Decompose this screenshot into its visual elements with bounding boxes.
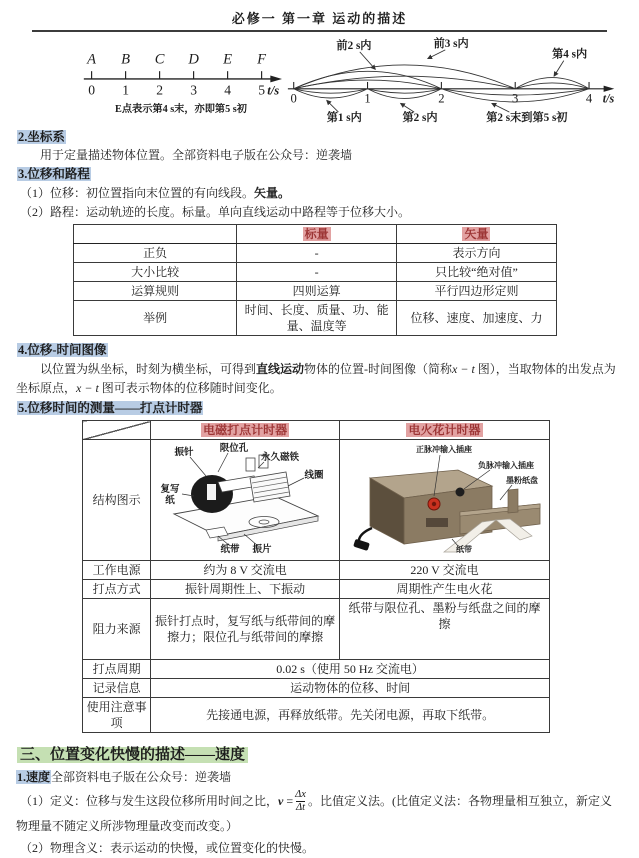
point-letter: E (223, 51, 233, 68)
em-timer-header: 电磁打点计时器 (151, 421, 340, 440)
row-label: 举例 (74, 301, 237, 336)
interval-label: 第1 s内 (326, 111, 362, 124)
heading-coordinate-system: 2.坐标系 (18, 130, 65, 144)
heading-timer: 5.位移时间的测量——打点计时器 (18, 401, 203, 415)
em-label-magnet: 永久磁铁 (261, 453, 300, 463)
table-header-row (83, 421, 550, 440)
tick-label: 3 (190, 82, 198, 98)
spark-timer-cell (339, 440, 549, 561)
spark-label-positive-input: 正脉冲输入插座 (415, 445, 472, 454)
interval-label: 前2 s内 (336, 39, 372, 52)
velocity-meaning-line: （2）物理含义：表示运动的快慢，或位置变化的快慢。 (20, 841, 315, 856)
table-row (74, 263, 557, 282)
tick-label: 2 (156, 82, 164, 98)
spark-method-cell: 周期性产生电火花 (339, 580, 549, 599)
vector-cell: 位移、速度、加速度、力 (396, 301, 556, 336)
point-letter: D (188, 51, 199, 68)
tick-label: 4 (224, 82, 232, 98)
em-resistance-cell: 振针打点时，复写纸与纸带间的摩擦力；限位孔与纸带间的摩擦 (151, 599, 340, 660)
point-letter: F (257, 51, 267, 68)
structure-row (83, 440, 550, 561)
table-header-row (74, 225, 557, 244)
vector-header: 矢量 (396, 225, 556, 244)
empty-header-cell (74, 225, 237, 244)
notes-row (83, 698, 550, 733)
title-divider (32, 30, 607, 32)
row-label: 结构图示 (83, 440, 151, 561)
table-row (74, 301, 557, 336)
spark-label-tape: 纸带 (455, 545, 472, 554)
tick-label: 2 (438, 91, 445, 106)
interval-label: 前3 s内 (433, 37, 469, 50)
velocity-definition-line: （1）定义：位移与发生这段位移所用时间之比，v = $\frac{\Delta x}{\Delta t}$ 。比值定义法。(比值定义法：各物理量相互独立，新定义 (20, 789, 612, 813)
spark-resistance-cell: 纸带与限位孔、墨粉与纸盘之间的摩擦 (339, 599, 549, 660)
point-letter: C (154, 51, 165, 68)
axis-caption: E点表示第4 s末，亦即第5 s初 (115, 103, 247, 115)
label-pointers (327, 50, 564, 112)
diagonal-header-cell (83, 421, 151, 440)
velocity-fraction: $\frac{\Delta x}{\Delta t}$ (295, 789, 306, 813)
point-letter: B (121, 51, 131, 68)
em-label-coil: 线圈 (304, 471, 324, 481)
velocity-subheading: 1.速度 (17, 770, 51, 784)
row-label: 打点周期 (83, 660, 151, 679)
scalar-cell: - (237, 263, 397, 282)
point-letter: A (87, 51, 97, 68)
tick-label: 4 (585, 91, 593, 106)
axis-unit: t/s (602, 91, 615, 106)
tick-label: 0 (88, 82, 95, 98)
resistance-row (83, 599, 550, 660)
em-label-tape: 纸带 (220, 545, 240, 554)
row-label: 正负 (74, 244, 237, 263)
spark-label-toner-disk: 墨粉纸盘 (505, 476, 538, 485)
interval-label: 第2 s内 (402, 111, 438, 124)
vector-cell: 平行四边形定则 (396, 282, 556, 301)
heading-velocity-section: 三、位置变化快慢的描述——速度 (17, 745, 623, 765)
row-label: 工作电源 (83, 561, 151, 580)
row-label: 打点方式 (83, 580, 151, 599)
em-label-carbon-paper: 复写 (160, 485, 180, 495)
spark-timer-figure (342, 442, 547, 554)
row-label: 大小比较 (74, 263, 237, 282)
row-label: 阻力来源 (83, 599, 151, 660)
tick-label: 1 (364, 91, 371, 106)
row-label: 记录信息 (83, 679, 151, 698)
scalar-vector-table (73, 224, 557, 336)
table-row (74, 282, 557, 301)
xt-graph-paragraph: 以位置为纵坐标，时刻为横坐标，可得到直线运动物体的位置-时间图像（简称x − t 图），当取物体的出发点为坐标原点，x − t 图可表示物体的位移随时间变化。 (16, 362, 616, 395)
distance-item: （2）路程：运动轨迹的长度。标量。单向直线运动中路程等于位移大小。 (20, 205, 411, 219)
heading-xt-graph: 4.位移-时间图像 (18, 343, 107, 357)
interval-label: 第4 s内 (552, 48, 588, 61)
em-method-cell: 振针周期性上、下振动 (151, 580, 340, 599)
spark-label-negative-input: 负脉冲输入插座 (477, 461, 534, 470)
row-label: 运算规则 (74, 282, 237, 301)
vector-cell: 表示方向 (396, 244, 556, 263)
time-axis-figure (78, 35, 284, 119)
tick-label: 0 (290, 91, 297, 106)
tick-label: 3 (512, 91, 519, 106)
timer-comparison-table (82, 420, 550, 733)
tick-label: 1 (122, 82, 130, 98)
row-label: 使用注意事项 (83, 698, 151, 733)
axis-unit: t/s (267, 83, 280, 98)
notes-cell: 先接通电源，再释放纸带。先关闭电源，再取下纸带。 (151, 698, 550, 733)
velocity-variable: v (278, 794, 284, 808)
scalar-cell: 时间、长度、质量、功、能量、温度等 (237, 301, 397, 336)
power-row (83, 561, 550, 580)
tick-label: 5 (258, 82, 266, 98)
scalar-header: 标量 (237, 225, 397, 244)
scalar-cell: - (237, 244, 397, 263)
velocity-definition-line2: 物理量不随定义所涉物理量改变而改变。） (16, 819, 239, 834)
method-row (83, 580, 550, 599)
em-timer-cell (151, 440, 340, 561)
scalar-cell: 四则运算 (237, 282, 397, 301)
em-power-cell: 约为 8 V 交流电 (151, 561, 340, 580)
page-title: 必修一 第一章 运动的描述 (231, 11, 408, 26)
spark-power-cell: 220 V 交流电 (339, 561, 549, 580)
em-label-carbon-paper: 纸 (165, 496, 175, 506)
velocity-subheading-line: 1.速度全部资料电子版在公众号：逆袭墙 (17, 770, 232, 784)
interval-figure (284, 35, 623, 127)
table-row (74, 244, 557, 263)
period-row (83, 660, 550, 679)
timeline-diagrams (16, 35, 623, 127)
vector-cell: 只比较“绝对值” (396, 263, 556, 282)
em-timer-figure (158, 442, 332, 554)
interval-label: 第2 s末到第5 s初 (486, 111, 568, 124)
record-row (83, 679, 550, 698)
record-cell: 运动物体的位移、时间 (151, 679, 550, 698)
displacement-item: （1）位移：初位置指向末位置的有向线段。矢量。 (20, 186, 291, 200)
em-label-hole: 限位孔 (219, 444, 249, 454)
em-label-vibrator: 振片 (252, 545, 272, 554)
heading-displacement-distance: 3.位移和路程 (18, 167, 90, 181)
spark-timer-header: 电火花计时器 (339, 421, 549, 440)
coordinate-system-body: 用于定量描述物体位置。全部资料电子版在公众号：逆袭墙 (40, 148, 353, 162)
period-cell: 0.02 s（使用 50 Hz 交流电） (151, 660, 550, 679)
axis-arrow (270, 76, 282, 83)
em-label-needle: 振针 (174, 448, 194, 458)
